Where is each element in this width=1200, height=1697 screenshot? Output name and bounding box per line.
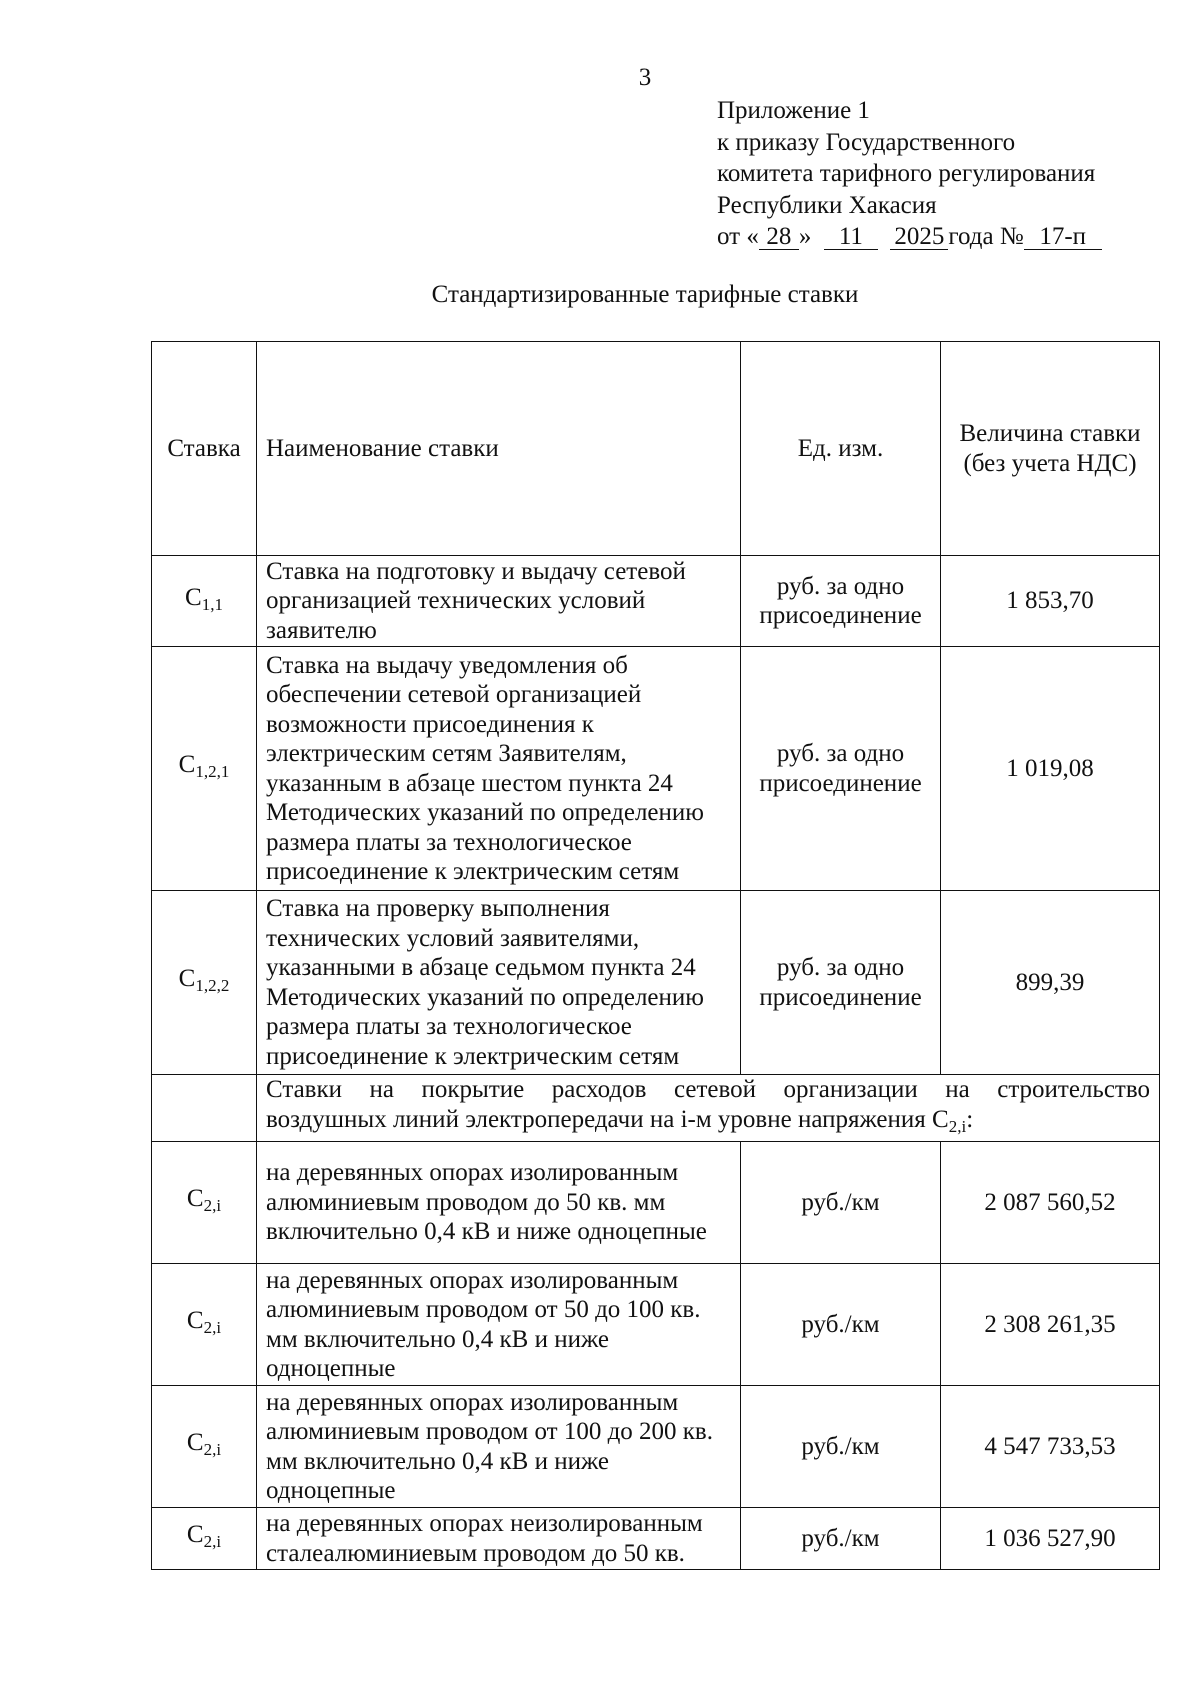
rate-code-base: C <box>186 1429 204 1457</box>
table-row <box>152 1142 1160 1264</box>
rate-unit <box>741 556 941 647</box>
rate-unit <box>741 891 941 1075</box>
section-heading-end: : <box>966 1105 974 1133</box>
date-prefix: от « <box>717 223 759 250</box>
section-code-empty <box>152 1075 257 1142</box>
rate-value: 1 036 527,90 <box>941 1508 1160 1570</box>
date-mid: » <box>798 223 812 250</box>
header-code: Ставка <box>152 342 257 556</box>
rate-name: на деревянных опорах неизолированным сталеалюминиевым проводом до 50 кв. <box>257 1508 741 1570</box>
section-header-row <box>152 1075 1160 1142</box>
rate-unit: руб./км <box>741 1386 941 1508</box>
rate-code-base: C <box>186 1307 204 1335</box>
order-number: 17-п <box>1024 225 1102 250</box>
header-value-line-2: (без учета НДС) <box>963 449 1137 477</box>
rate-code-base: C <box>185 583 202 611</box>
rate-unit: руб./км <box>741 1142 941 1264</box>
rate-code-base: C <box>186 1185 204 1213</box>
rate-code-base: C <box>186 1521 204 1549</box>
rate-name: Ставка на выдачу уведомления об обеспечении сетевой организацией возможности присоединения к электрическим сетям Заявителям, указанным в абзаце шестом пункта 24 Методических указаний по определению размера платы за технологическое присоединение к электрическим сетям <box>257 647 741 891</box>
document-title: Стандартизированные тарифные ставки <box>431 281 859 308</box>
rate-code-sub: 2,i <box>203 1532 222 1552</box>
rate-value: 1 019,08 <box>941 647 1160 891</box>
date-day: 28 <box>759 225 799 250</box>
appendix-line-1: Приложение 1 <box>717 97 870 124</box>
table-row <box>152 647 1160 891</box>
rates-table <box>151 341 1160 1570</box>
rate-value: 2 308 261,35 <box>941 1264 1160 1386</box>
table-row <box>152 556 1160 647</box>
appendix-date-line <box>717 221 1102 253</box>
date-suffix: года № <box>948 223 1024 250</box>
rate-unit-line-2: присоединение <box>759 769 922 797</box>
rate-code-sub: 1,2,1 <box>195 762 230 782</box>
table-row <box>152 891 1160 1075</box>
rate-unit <box>741 647 941 891</box>
section-heading-line-1: Ставки на покрытие расходов сетевой организации на строительство <box>266 1076 1150 1103</box>
table-header-row <box>152 342 1160 556</box>
rate-code <box>152 891 257 1075</box>
rate-value: 899,39 <box>941 891 1160 1075</box>
rate-name: на деревянных опорах изолированным алюминиевым проводом от 100 до 200 кв. мм включительно 0,4 кВ и ниже одноцепные <box>257 1386 741 1508</box>
rate-code <box>152 1508 257 1570</box>
table-row <box>152 1386 1160 1508</box>
rate-unit: руб./км <box>741 1508 941 1570</box>
appendix-line-2: к приказу Государственного <box>717 128 1016 156</box>
rate-unit-line-2: присоединение <box>759 602 922 629</box>
rate-unit: руб./км <box>741 1264 941 1386</box>
rate-code-sub: 2,i <box>203 1318 222 1338</box>
appendix-line-4: Республики Хакасия <box>717 191 937 219</box>
rate-unit-line-1: руб. за одно <box>776 954 905 981</box>
table-row <box>152 1264 1160 1386</box>
header-value <box>941 342 1160 556</box>
rate-code-base: C <box>178 965 196 993</box>
appendix-line-3: комитета тарифного регулирования <box>717 160 1096 187</box>
rate-name: на деревянных опорах изолированным алюминиевым проводом от 50 до 100 кв. мм включительно 0,4 кВ и ниже одноцепные <box>257 1264 741 1386</box>
section-heading <box>257 1075 1160 1142</box>
rate-value: 2 087 560,52 <box>941 1142 1160 1264</box>
rate-code <box>152 556 257 647</box>
rate-code <box>152 1142 257 1264</box>
rate-code-sub: 1,2,2 <box>195 976 230 996</box>
rate-code <box>152 647 257 891</box>
rate-unit-line-1: руб. за одно <box>776 572 905 600</box>
page-number: 3 <box>638 64 652 91</box>
rate-name: Ставка на подготовку и выдачу сетевой организацией технических условий заявителю <box>257 556 741 647</box>
rate-name: Ставка на проверку выполнения технических условий заявителями, указанными в абзаце седьмом пункта 24 Методических указаний по определению размера платы за технологическое присоединение к электрическим сетям <box>257 891 741 1075</box>
table-row <box>152 1508 1160 1570</box>
rate-unit-line-1: руб. за одно <box>776 740 905 767</box>
date-month: 11 <box>824 225 878 250</box>
rate-code-base: C <box>178 751 196 779</box>
rate-unit-line-2: присоединение <box>759 983 922 1011</box>
appendix-block <box>717 95 1102 253</box>
section-heading-line-2 <box>266 1105 1150 1142</box>
date-year: 2025 <box>890 225 948 250</box>
rate-code-sub: 2,i <box>203 1196 222 1216</box>
rate-value: 1 853,70 <box>941 556 1160 647</box>
rate-code <box>152 1386 257 1508</box>
section-heading-text: воздушных линий электропередачи на i-м уровне напряжения C <box>266 1105 949 1133</box>
rate-value: 4 547 733,53 <box>941 1386 1160 1508</box>
header-value-line-1: Величина ставки <box>959 420 1141 447</box>
header-name: Наименование ставки <box>257 342 741 556</box>
rate-code-sub: 2,i <box>203 1440 222 1460</box>
header-unit: Ед. изм. <box>741 342 941 556</box>
rate-name: на деревянных опорах изолированным алюминиевым проводом до 50 кв. мм включительно 0,4 кВ и ниже одноцепные <box>257 1142 741 1264</box>
section-heading-sub: 2,i <box>948 1116 967 1136</box>
rate-code-sub: 1,1 <box>201 594 223 614</box>
rate-code <box>152 1264 257 1386</box>
